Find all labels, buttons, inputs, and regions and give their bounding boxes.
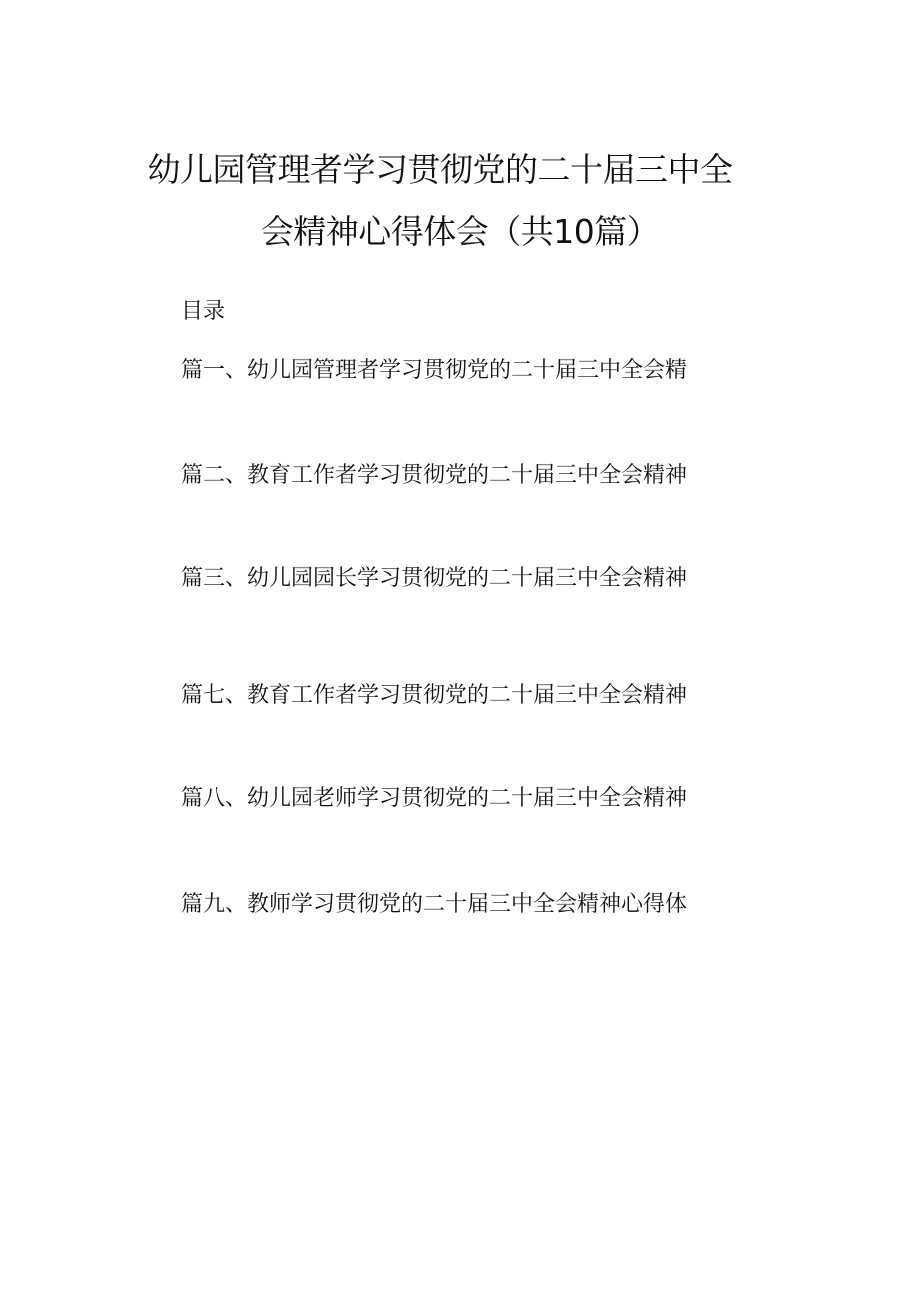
toc-item: 篇一、幼儿园管理者学习贯彻党的二十届三中全会精 <box>181 358 688 383</box>
toc-item: 篇二、教育工作者学习贯彻党的二十届三中全会精神 <box>181 463 688 488</box>
document-title-line-1: 幼儿园管理者学习贯彻党的二十届三中全 <box>147 150 733 189</box>
toc-item: 篇三、幼儿园园长学习贯彻党的二十届三中全会精神 <box>181 566 688 591</box>
toc-item: 篇九、教师学习贯彻党的二十届三中全会精神心得体 <box>181 892 688 917</box>
toc-item: 篇八、幼儿园老师学习贯彻党的二十届三中全会精神 <box>181 786 688 811</box>
document-title-line-2: 会精神心得体会（共10篇） <box>260 212 660 251</box>
toc-heading: 目录 <box>181 299 226 324</box>
toc-item: 篇七、教育工作者学习贯彻党的二十届三中全会精神 <box>181 683 688 708</box>
